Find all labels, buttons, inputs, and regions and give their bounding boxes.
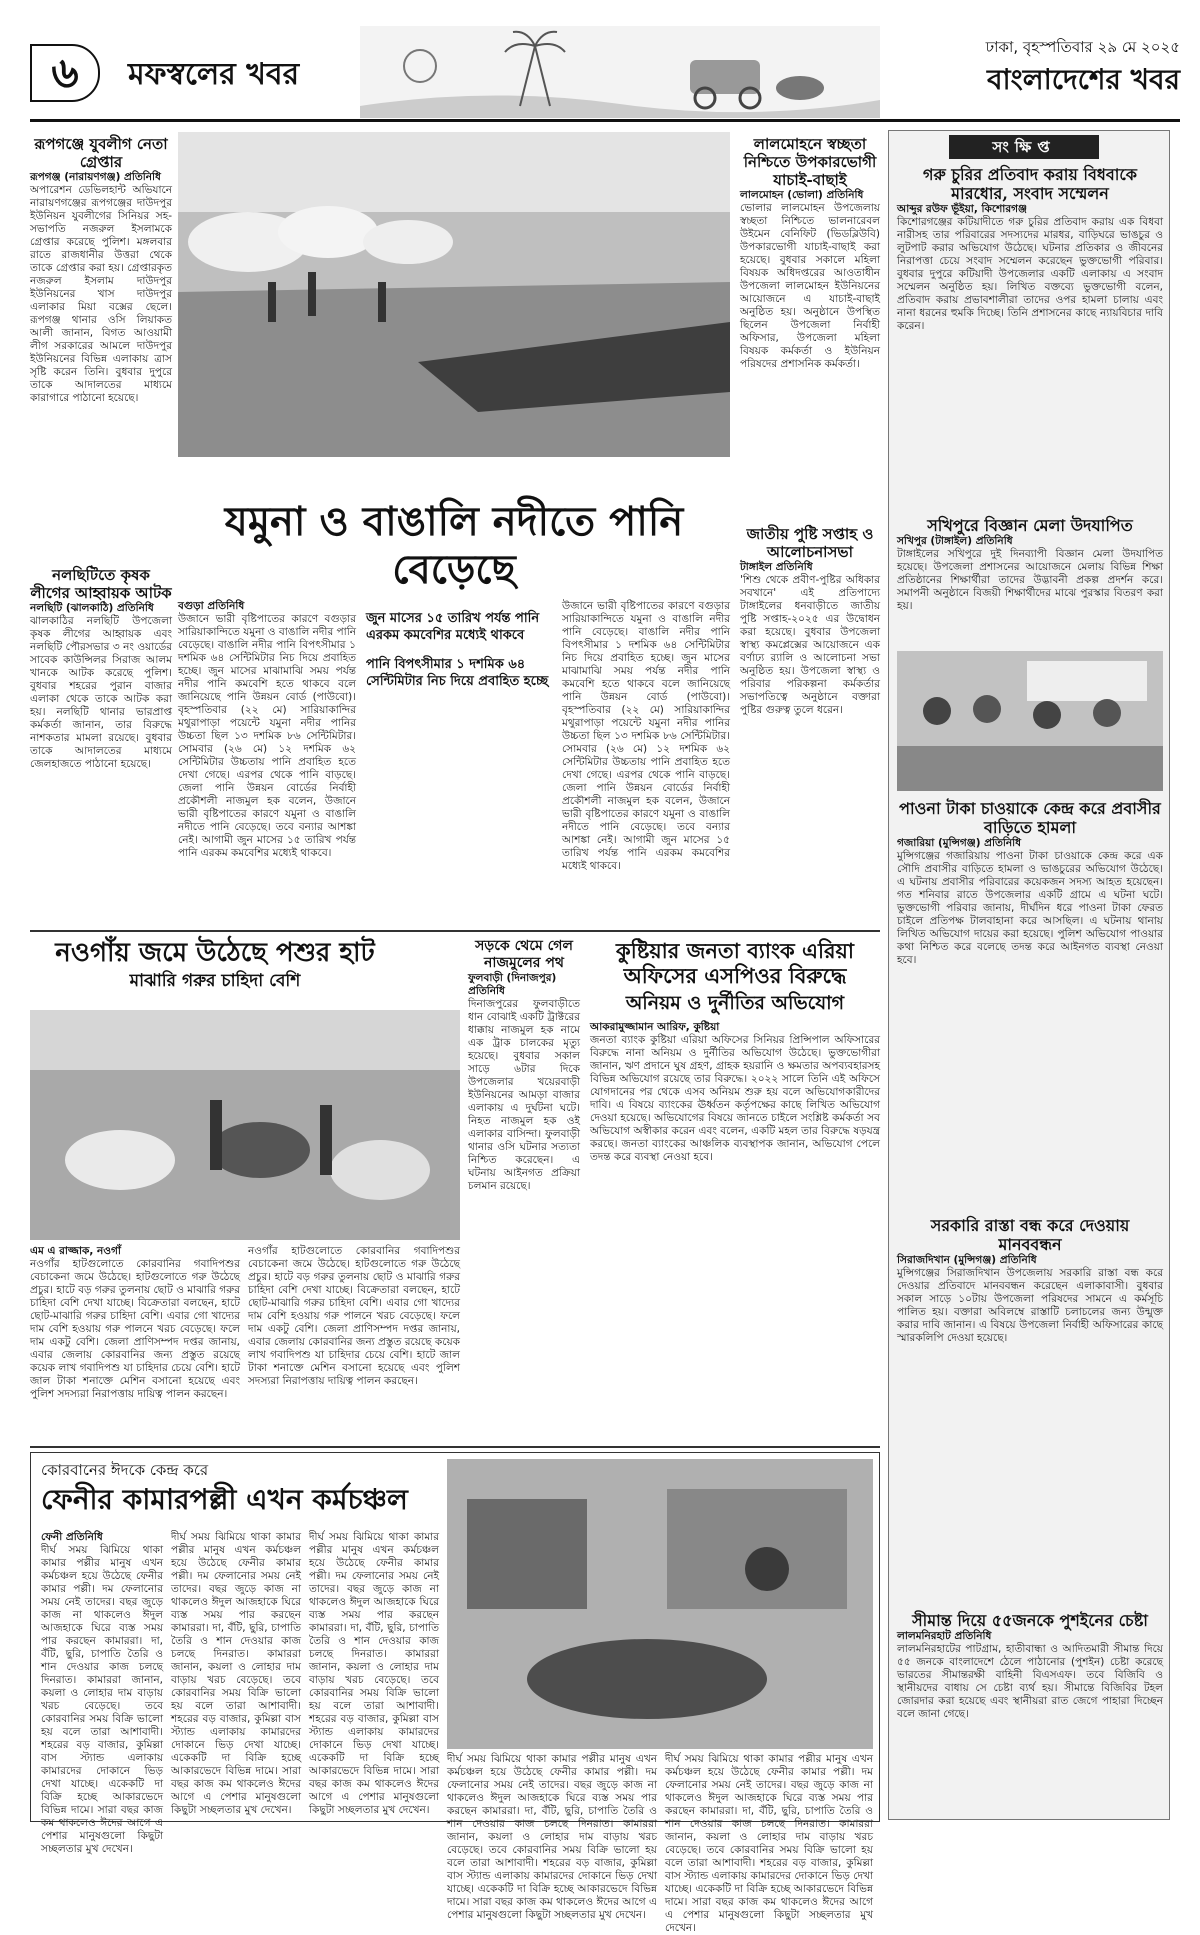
body-text: ভোলার লালমোহন উপজেলায় স্বচ্ছতা নিশ্চিতে ভালনারেবল উইমেন বেনিফিট (ভিডব্লিউবি) উপকারভোগী যাচাই-বাছাই করা হয়েছে। বুধবার সকালে মহিলা বিষয়ক অধিদপ্তরের আওতাধীন উপজেলা লালমোহন ইউনিয়নের আয়োজনে এ যাচাই-বাছাই অনুষ্ঠিত হয়। অনুষ্ঠানে উপস্থিত ছিলেন উপজেলা নির্বাহী অফিসার, উপজেলা মহিলা বিষয়ক কর্মকর্তা ও ইউনিয়ন পরিষদের প্রশাসনিক কর্মকর্তা। (740, 202, 880, 370)
headline: সরকারি রাস্তা বন্ধ করে দেওয়ায় মানববন্ধন (930, 1216, 1130, 1255)
article-lalmohan (740, 135, 880, 442)
river-photo (178, 132, 730, 457)
headline: যমুনা ও বাঙালি নদীতে পানি বেড়েছে (224, 498, 684, 593)
brief-5 (897, 1611, 1163, 1823)
subheadline: মাঝারি গরুর চাহিদা বেশি (129, 971, 301, 992)
byline: লালমোহন (ভোলা) প্রতিনিধি (740, 189, 864, 201)
brief-3 (897, 799, 1163, 1220)
byline: বগুড়া প্রতিনিধি (178, 600, 245, 612)
article-sadok (468, 938, 580, 1438)
feni-col3: দীর্ঘ সময় ঝিমিয়ে থাকা কামার পল্লীর মানুষ এখন কর্মচঞ্চল হয়ে উঠেছে ফেনীর কামার পল্লী। দম ফেলানোর সময় নেই তাদের। বছর জুড়ে কাজ না থাকলেও ঈদুল আজহাকে ঘিরে ব্যস্ত সময় পার করছেন কামাররা। দা, বঁটি, ছুরি, চাপাতি তৈরি ও শান দেওয়ার কাজ চলছে দিনরাত। কামাররা জানান, কয়লা ও লোহার দাম বাড়ায় খরচ বেড়েছে। তবে কোরবানির সময় বিক্রি ভালো হয় বলে তারা আশাবাদী। শহরের বড় বাজার, কুমিল্লা বাস স্ট্যান্ড এলাকায় কামারদের দোকানে ভিড় দেখা যাচ্ছে। একেকটি দা বিক্রি হচ্ছে আকারভেদে বিভিন্ন দামে। সারা বছর কাজ কম থাকলেও ঈদের আগে এ পেশার মানুষগুলো কিছুটা সচ্ছলতার মুখ দেখেন। (309, 1531, 439, 1816)
jamuna-col3: উজানে ভারী বৃষ্টিপাতের কারণে বগুড়ার সারিয়াকান্দিতে যমুনা ও বাঙালি নদীর পানি বেড়েছে। বাঙালি নদীর পানি বিপৎসীমার ১ দশমিক ৬৪ সেন্টিমিটার নিচ দিয়ে প্রবাহিত হচ্ছে। জুন মাসের মাঝামাঝি সময় পর্যন্ত নদীর পানি কমবেশি হতে থাকবে বলে জানিয়েছে পানি উন্নয়ন বোর্ড (পাউবো)। বৃহস্পতিবার (২২ মে) সারিয়াকান্দির মথুরাপাড়া পয়েন্টে যমুনা নদীর পানির উচ্চতা ছিল ১৩ দশমিক ৮৬ সেন্টিমিটার। সোমবার (২৬ মে) ১২ দশমিক ৬২ সেন্টিমিটার উচ্চতায় পানি প্রবাহিত হতে দেখা গেছে। এরপর থেকে পানি বাড়ছে। জেলা পানি উন্নয়ন বোর্ডের নির্বাহী প্রকৌশলী নাজমুল হক বলেন, উজানে ভারী বৃষ্টিপাতের কারণে যমুনা ও বাঙালি নদীতে পানি বেড়েছে। তবে বন্যার আশঙ্কা নেই। আগামী জুন মাসের ১৫ তারিখ পর্যন্ত পানি এরকম কমবেশির মধ্যেই থাকবে। (562, 600, 730, 872)
masthead-illustration (360, 26, 880, 118)
kicker: কোরবানের ঈদকে কেন্দ্র করে (41, 1461, 209, 1479)
blacksmith-photo (447, 1459, 873, 1749)
headline: ফেনীর কামারপল্লী এখন কর্মচঞ্চল (41, 1483, 408, 1516)
headline: গরু চুরির প্রতিবাদ করায় বিধবাকে মারধোর, সংবাদ সম্মেলন (922, 165, 1137, 204)
body-text: টাঙ্গাইলের সখিপুরে দুই দিনব্যাপী বিজ্ঞান মেলা উদযাপিত হয়েছে। উপজেলা প্রশাসনের আয়োজনে মেলায় বিভিন্ন শিক্ষা প্রতিষ্ঠানের শিক্ষার্থীরা তাদের উদ্ভাবনী প্রকল্প প্রদর্শন করে। সমাপনী অনুষ্ঠানে বিজয়ী শিক্ষার্থীদের মাঝে পুরস্কার বিতরণ করা হয়। (897, 548, 1163, 613)
highlight-2: পানি বিপৎসীমার ১ দশমিক ৬৪ সেন্টিমিটার নিচ দিয়ে প্রবাহিত হচ্ছে (366, 657, 549, 689)
byline: নলছিটি (ঝালকাঠি) প্রতিনিধি (30, 602, 154, 614)
section-title: মফস্বলের খবর (128, 57, 300, 92)
science-fair-photo (897, 651, 1163, 791)
headline: পাওনা টাকা চাওয়াকে কেন্দ্র করে প্রবাসীর বাড়িতে হামলা (899, 799, 1161, 838)
issue-date: ঢাকা, বৃহস্পতিবার ২৯ মে ২০২৫ (985, 38, 1180, 56)
body-text: ঝালকাঠির নলছিটি উপজেলা কৃষক লীগের আহ্বায়ক এবং নলছিটি পৌরসভার ৩ নং ওয়ার্ডের সাবেক কাউন্সিলর সিরাজ আলম খানকে আটক করেছে পুলিশ। বুধবার শহরের পুরান বাজার এলাকা থেকে তাকে আটক করা হয়। নলছিটি থানার ভারপ্রাপ্ত কর্মকর্তা জানান, তার বিরুদ্ধে নাশকতার মামলা রয়েছে। বুধবার তাকে আদালতের মাধ্যমে জেলহাজতে পাঠানো হয়েছে। (30, 615, 172, 770)
body-text: জনতা ব্যাংক কুষ্টিয়া এরিয়া অফিসের সিনিয়র প্রিন্সিপাল অফিসারের বিরুদ্ধে নানা অনিয়ম ও দুর্নীতির অভিযোগ উঠেছে। ভুক্তভোগীরা জানান, ঋণ প্রদানে ঘুষ গ্রহণ, গ্রাহক হয়রানি ও ক্ষমতার অপব্যবহারসহ বিভিন্ন অভিযোগ রয়েছে তার বিরুদ্ধে। ২০২২ সালে তিনি এই অফিসে যোগদানের পর থেকে এসব অনিয়ম শুরু হয় বলে অভিযোগকারীদের দাবি। এ বিষয়ে ব্যাংকের ঊর্ধ্বতন কর্তৃপক্ষের কাছে লিখিত অভিযোগ দেওয়া হয়েছে। অভিযোগের বিষয়ে জানতে চাইলে সংশ্লিষ্ট কর্মকর্তা সব অভিযোগ অস্বীকার করেন এবং বলেন, একটি মহল তার বিরুদ্ধে ষড়যন্ত্র করছে। জনতা ব্যাংকের আঞ্চলিক ব্যবস্থাপক জানান, অভিযোগ পেলে তদন্ত করে ব্যবস্থা নেওয়া হবে। (590, 1034, 880, 1164)
highlight-1: জুন মাসের ১৫ তারিখ পর্যন্ত পানি এরকম কমবেশির মধ্যেই থাকবে (366, 611, 540, 643)
body-text: মুন্সিগঞ্জের সিরাজদিখান উপজেলায় সরকারি রাস্তা বন্ধ করে দেওয়ার প্রতিবাদে মানববন্ধন করেছেন এলাকাবাসী। বুধবার সকাল সাড়ে ১০টায় উপজেলা পরিষদের সামনে এ কর্মসূচি পালিত হয়। বক্তারা অবিলম্বে রাস্তাটি চলাচলের জন্য উন্মুক্ত করার দাবি জানান। এ বিষয়ে উপজেলা নির্বাহী অফিসারের কাছে স্মারকলিপি দেওয়া হয়েছে। (897, 1267, 1163, 1345)
jamuna-col1 (178, 600, 356, 878)
body-text: কিশোরগঞ্জের কটিয়াদীতে গরু চুরির প্রতিবাদ করায় এক বিধবা নারীসহ তার পরিবারের সদস্যদের মারধর, বাড়িঘরে ভাঙচুর ও লুটপাট করার অভিযোগ উঠেছে। ঘটনার প্রতিকার ও জীবনের নিরাপত্তা চেয়ে সংবাদ সম্মেলন করেছেন ভুক্তভোগী পরিবার। বুধবার দুপুরে কটিয়াদী উপজেলার একটি এলাকায় এ সংবাদ সম্মেলন অনুষ্ঠিত হয়। লিখিত বক্তব্যে ভুক্তভোগী বলেন, প্রতিবাদ করায় প্রভাবশালীরা তাদের ওপর হামলা চালায় এবং নানা ধরনের হুমকি দিচ্ছে। তিনি প্রশাসনের কাছে ন্যায়বিচার দাবি করেন। (897, 216, 1163, 333)
byline: লালমনিরহাট প্রতিনিধি (897, 1630, 992, 1643)
headline: লালমোহনে স্বচ্ছতা নিশ্চিতে উপকারভোগী যাচাই-বাছাই (743, 135, 877, 189)
cattle-market-photo (30, 1010, 460, 1240)
article-pushti (740, 525, 880, 854)
masthead (30, 22, 1180, 122)
article-rupganj (30, 135, 172, 524)
byline: ফুলবাড়ী (দিনাজপুর) প্রতিনিধি (468, 971, 557, 997)
body-text: দিনাজপুরের ফুলবাড়ীতে ধান বোঝাই একটি ট্রাক্টরের ধাক্কায় নাজমুল হক নামে এক ট্রাক চালকের মৃত্যু হয়েছে। বুধবার সকাল সাড়ে ৬টার দিকে উপজেলার খয়েরবাড়ী ইউনিয়নের আমড়া বাজার এলাকায় এ দুর্ঘটনা ঘটে। নিহত নাজমুল হক ওই এলাকার বাসিন্দা। ফুলবাড়ী থানার ওসি ঘটনার সত্যতা নিশ্চিত করেছেন। এ ঘটনায় আইনগত প্রক্রিয়া চলমান রয়েছে। (468, 997, 580, 1192)
brief-2 (897, 516, 1163, 658)
headline: সড়কে থেমে গেল নাজমুলের পথ (475, 938, 573, 971)
byline: টাঙ্গাইল প্রতিনিধি (740, 561, 813, 573)
byline: গজারিয়া (মুন্সিগঞ্জ) প্রতিনিধি (897, 837, 1022, 850)
body-text: নওগাঁর হাটগুলোতে কোরবানির গবাদিপশুর বেচাকেনা জমে উঠেছে। হাটগুলোতে গরু উঠেছে প্রচুর। হাটে বড় গরুর তুলনায় ছোট ও মাঝারি গরুর চাহিদা বেশি দেখা যাচ্ছে। বিক্রেতারা বলছেন, হাটে ছোট-মাঝারি গরুর চাহিদা বেশি। এবার গো খাদ্যের দাম বেশি হওয়ায় গরু পালনে খরচ বেড়েছে। ফলে দাম একটু বেশি। জেলা প্রাণিসম্পদ দপ্তর জানায়, এবার জেলায় কোরবানির জন্য প্রস্তুত রয়েছে কয়েক লাখ গবাদিপশু যা চাহিদার চেয়ে বেশি। হাটে জাল টাকা শনাক্তে মেশিন বসানো হয়েছে এবং পুলিশ সদস্যরা নিরাপত্তায় দায়িত্ব পালন করছেন। (30, 1258, 240, 1400)
sidebar-label: সংক্ষিপ্ত (949, 135, 1099, 159)
article-naogaon (30, 938, 400, 992)
feni-col5: দীর্ঘ সময় ঝিমিয়ে থাকা কামার পল্লীর মানুষ এখন কর্মচঞ্চল হয়ে উঠেছে ফেনীর কামার পল্লী। দম ফেলানোর সময় নেই তাদের। বছর জুড়ে কাজ না থাকলেও ঈদুল আজহাকে ঘিরে ব্যস্ত সময় পার করছেন কামাররা। দা, বঁটি, ছুরি, চাপাতি তৈরি ও শান দেওয়ার কাজ চলছে দিনরাত। কামাররা জানান, কয়লা ও লোহার দাম বাড়ায় খরচ বেড়েছে। তবে কোরবানির সময় বিক্রি ভালো হয় বলে তারা আশাবাদী। শহরের বড় বাজার, কুমিল্লা বাস স্ট্যান্ড এলাকায় কামারদের দোকানে ভিড় দেখা যাচ্ছে। একেকটি দা বিক্রি হচ্ছে আকারভেদে বিভিন্ন দামে। সারা বছর কাজ কম থাকলেও ঈদের আগে এ পেশার মানুষগুলো কিছুটা সচ্ছলতার মুখ দেখেন। (665, 1753, 873, 1934)
byline: এম এ রাজ্জাক, নওগাঁ (30, 1245, 121, 1257)
article-jamuna (178, 498, 730, 594)
subheadline: অনিয়ম ও দুর্নীতির অভিযোগ (625, 992, 845, 1015)
body-text: দীর্ঘ সময় ঝিমিয়ে থাকা কামার পল্লীর মানুষ এখন কর্মচঞ্চল হয়ে উঠেছে ফেনীর কামার পল্লী। দম ফেলানোর সময় নেই তাদের। বছর জুড়ে কাজ না থাকলেও ঈদুল আজহাকে ঘিরে ব্যস্ত সময় পার করছেন কামাররা। দা, বঁটি, ছুরি, চাপাতি তৈরি ও শান দেওয়ার কাজ চলছে দিনরাত। কামাররা জানান, কয়লা ও লোহার দাম বাড়ায় খরচ বেড়েছে। তবে কোরবানির সময় বিক্রি ভালো হয় বলে তারা আশাবাদী। শহরের বড় বাজার, কুমিল্লা বাস স্ট্যান্ড এলাকায় কামারদের দোকানে ভিড় দেখা যাচ্ছে। একেকটি দা বিক্রি হচ্ছে আকারভেদে বিভিন্ন দামে। সারা বছর কাজ কম থাকলেও ঈদের আগে এ পেশার মানুষগুলো কিছুটা সচ্ছলতার মুখ দেখেন। (41, 1544, 163, 1855)
body-text: অপারেশন ডেভিলহান্ট অভিযানে নারায়ণগঞ্জের রূপগঞ্জের দাউদপুর ইউনিয়ন যুবলীগের সিনিয়র সহ-সভাপতি নজরুল ইসলামকে গ্রেপ্তার করেছে পুলিশ। মঙ্গলবার রাতে রাজধানীর উত্তরা থেকে তাকে গ্রেপ্তার করা হয়। গ্রেপ্তারকৃত নজরুল ইসলাম দাউদপুর ইউনিয়নের খাস দাউদপুর এলাকার মিয়া বক্সের ছেলে। রূপগঞ্জ থানার ওসি লিয়াকত আলী জানান, বিগত আওয়ামী লীগ সরকারের আমলে দাউদপুর ইউনিয়নের বিভিন্ন এলাকায় ত্রাস সৃষ্টি করেন তিনি। বুধবার দুপুরে তাকে আদালতের মাধ্যমে কারাগারে পাঠানো হয়েছে। (30, 184, 172, 404)
desk-title: বাংলাদেশের খবর (986, 63, 1180, 96)
headline: নওগাঁয় জমে উঠেছে পশুর হাট (55, 938, 375, 968)
brief-1 (897, 165, 1163, 516)
article-kushtia (590, 938, 880, 1404)
headline: নলছিটিতে কৃষক লীগের আহ্বায়ক আটক (30, 566, 172, 602)
body-text: 'শিশু থেকে প্রবীণ-পুষ্টির অধিকার সবখানে' এই প্রতিপাদ্যে টাঙ্গাইলের ধনবাড়ীতে জাতীয় পুষ্টি সপ্তাহ-২০২৫ এর উদ্বোধন করা হয়েছে। বুধবার উপজেলা স্বাস্থ্য কমপ্লেক্সের আয়োজনে এক বর্ণাঢ্য র‍্যালি ও আলোচনা সভা অনুষ্ঠিত হয়। উপজেলা স্বাস্থ্য ও পরিবার পরিকল্পনা কর্মকর্তার সভাপতিত্বে অনুষ্ঠানে বক্তারা পুষ্টির গুরুত্ব তুলে ধরেন। (740, 574, 880, 716)
byline: আকরামুজ্জামান আরিফ, কুষ্টিয়া (590, 1021, 720, 1034)
naogaon-col2: নওগাঁর হাটগুলোতে কোরবানির গবাদিপশুর বেচাকেনা জমে উঠেছে। হাটগুলোতে গরু উঠেছে প্রচুর। হাটে বড় গরুর তুলনায় ছোট ও মাঝারি গরুর চাহিদা বেশি দেখা যাচ্ছে। বিক্রেতারা বলছেন, হাটে ছোট-মাঝারি গরুর চাহিদা বেশি। এবার গো খাদ্যের দাম বেশি হওয়ায় গরু পালনে খরচ বেড়েছে। ফলে দাম একটু বেশি। জেলা প্রাণিসম্পদ দপ্তর জানায়, এবার জেলায় কোরবানির জন্য প্রস্তুত রয়েছে কয়েক লাখ গবাদিপশু যা চাহিদার চেয়ে বেশি। হাটে জাল টাকা শনাক্তে মেশিন বসানো হয়েছে এবং পুলিশ সদস্যরা নিরাপত্তায় দায়িত্ব পালন করছেন। (248, 1245, 460, 1387)
headline: রূপগঞ্জে যুবলীগ নেতা গ্রেপ্তার (34, 135, 168, 171)
byline: আব্দুর রউফ ভূঁইয়া, কিশোরগঞ্জ (897, 203, 1027, 216)
article-feni (30, 1452, 880, 1934)
feni-col2: দীর্ঘ সময় ঝিমিয়ে থাকা কামার পল্লীর মানুষ এখন কর্মচঞ্চল হয়ে উঠেছে ফেনীর কামার পল্লী। দম ফেলানোর সময় নেই তাদের। বছর জুড়ে কাজ না থাকলেও ঈদুল আজহাকে ঘিরে ব্যস্ত সময় পার করছেন কামাররা। দা, বঁটি, ছুরি, চাপাতি তৈরি ও শান দেওয়ার কাজ চলছে দিনরাত। কামাররা জানান, কয়লা ও লোহার দাম বাড়ায় খরচ বেড়েছে। তবে কোরবানির সময় বিক্রি ভালো হয় বলে তারা আশাবাদী। শহরের বড় বাজার, কুমিল্লা বাস স্ট্যান্ড এলাকায় কামারদের দোকানে ভিড় দেখা যাচ্ছে। একেকটি দা বিক্রি হচ্ছে আকারভেদে বিভিন্ন দামে। সারা বছর কাজ কম থাকলেও ঈদের আগে এ পেশার মানুষগুলো কিছুটা সচ্ছলতার মুখ দেখেন। (171, 1531, 301, 1816)
brief-4 (897, 1216, 1163, 1617)
naogaon-col1 (30, 1245, 240, 1438)
news-brief-sidebar (888, 130, 1170, 1820)
article-nalchiti (30, 566, 172, 915)
byline: ফেনী প্রতিনিধি (41, 1531, 103, 1543)
headline: কুষ্টিয়ার জনতা ব্যাংক এরিয়া অফিসের এসপিওর বিরুদ্ধে (616, 938, 854, 989)
byline: রূপগঞ্জ (নারায়ণগঞ্জ) প্রতিনিধি (30, 171, 161, 183)
headline: সীমান্ত দিয়ে ৫৫জনকে পুশইনের চেষ্টা (912, 1611, 1148, 1630)
feni-col1 (41, 1531, 163, 1855)
highlight-box (366, 610, 556, 690)
body-text: উজানে ভারী বৃষ্টিপাতের কারণে বগুড়ার সারিয়াকান্দিতে যমুনা ও বাঙালি নদীর পানি বেড়েছে। বাঙালি নদীর পানি বিপৎসীমার ১ দশমিক ৬৪ সেন্টিমিটার নিচ দিয়ে প্রবাহিত হচ্ছে। জুন মাসের মাঝামাঝি সময় পর্যন্ত নদীর পানি কমবেশি হতে থাকবে বলে জানিয়েছে পানি উন্নয়ন বোর্ড (পাউবো)। বৃহস্পতিবার (২২ মে) সারিয়াকান্দির মথুরাপাড়া পয়েন্টে যমুনা নদীর পানির উচ্চতা ছিল ১৩ দশমিক ৮৬ সেন্টিমিটার। সোমবার (২৬ মে) ১২ দশমিক ৬২ সেন্টিমিটার উচ্চতায় পানি প্রবাহিত হতে দেখা গেছে। এরপর থেকে পানি বাড়ছে। জেলা পানি উন্নয়ন বোর্ডের নির্বাহী প্রকৌশলী নাজমুল হক বলেন, উজানে ভারী বৃষ্টিপাতের কারণে যমুনা ও বাঙালি নদীতে পানি বেড়েছে। তবে বন্যার আশঙ্কা নেই। আগামী জুন মাসের ১৫ তারিখ পর্যন্ত পানি এরকম কমবেশির মধ্যেই থাকবে। (178, 613, 356, 859)
headline: সখিপুরে বিজ্ঞান মেলা উদযাপিত (927, 516, 1133, 535)
feni-col4: দীর্ঘ সময় ঝিমিয়ে থাকা কামার পল্লীর মানুষ এখন কর্মচঞ্চল হয়ে উঠেছে ফেনীর কামার পল্লী। দম ফেলানোর সময় নেই তাদের। বছর জুড়ে কাজ না থাকলেও ঈদুল আজহাকে ঘিরে ব্যস্ত সময় পার করছেন কামাররা। দা, বঁটি, ছুরি, চাপাতি তৈরি ও শান দেওয়ার কাজ চলছে দিনরাত। কামাররা জানান, কয়লা ও লোহার দাম বাড়ায় খরচ বেড়েছে। তবে কোরবানির সময় বিক্রি ভালো হয় বলে তারা আশাবাদী। শহরের বড় বাজার, কুমিল্লা বাস স্ট্যান্ড এলাকায় কামারদের দোকানে ভিড় দেখা যাচ্ছে। একেকটি দা বিক্রি হচ্ছে আকারভেদে বিভিন্ন দামে। সারা বছর কাজ কম থাকলেও ঈদের আগে এ পেশার মানুষগুলো কিছুটা সচ্ছলতার মুখ দেখেন। (447, 1753, 657, 1921)
byline: সিরাজদিখান (মুন্সিগঞ্জ) প্রতিনিধি (897, 1254, 1037, 1267)
headline: জাতীয় পুষ্টি সপ্তাহ ও আলোচনাসভা (746, 525, 874, 561)
byline: সখিপুর (টাঙ্গাইল) প্রতিনিধি (897, 535, 1013, 548)
body-text: লালমনিরহাটের পাটগ্রাম, হাতীবান্ধা ও আদিতমারী সীমান্ত দিয়ে ৫৫ জনকে বাংলাদেশে ঠেলে পাঠানোর (পুশইন) চেষ্টা করেছে ভারতের সীমান্তরক্ষী বাহিনী বিএসএফ। তবে বিজিবি ও স্থানীয়দের বাধায় সে চেষ্টা ব্যর্থ হয়। সীমান্তে বিজিবির টহল জোরদার করা হয়েছে এবং স্থানীয়রা রাত জেগে পাহারা দিচ্ছেন বলে জানা গেছে। (897, 1643, 1163, 1721)
page-number: ৬ (30, 44, 100, 102)
body-text: মুন্সিগঞ্জের গজারিয়ায় পাওনা টাকা চাওয়াকে কেন্দ্র করে এক সৌদি প্রবাসীর বাড়িতে হামলা ও ভাঙচুরের অভিযোগ উঠেছে। এ ঘটনায় প্রবাসীর পরিবারের কয়েকজন সদস্য আহত হয়েছেন। গত শনিবার রাতে উপজেলার একটি গ্রামে এ ঘটনা ঘটে। ভুক্তভোগী পরিবার জানায়, দীর্ঘদিন ধরে পাওনা টাকা ফেরত চাইলে প্রতিপক্ষ টালবাহানা করে আসছিল। এ ঘটনায় থানায় লিখিত অভিযোগ দায়ের করা হয়েছে। পুলিশ অভিযোগ পাওয়ার কথা নিশ্চিত করে বলেছে তদন্ত করে আইনগত ব্যবস্থা নেওয়া হবে। (897, 850, 1163, 967)
